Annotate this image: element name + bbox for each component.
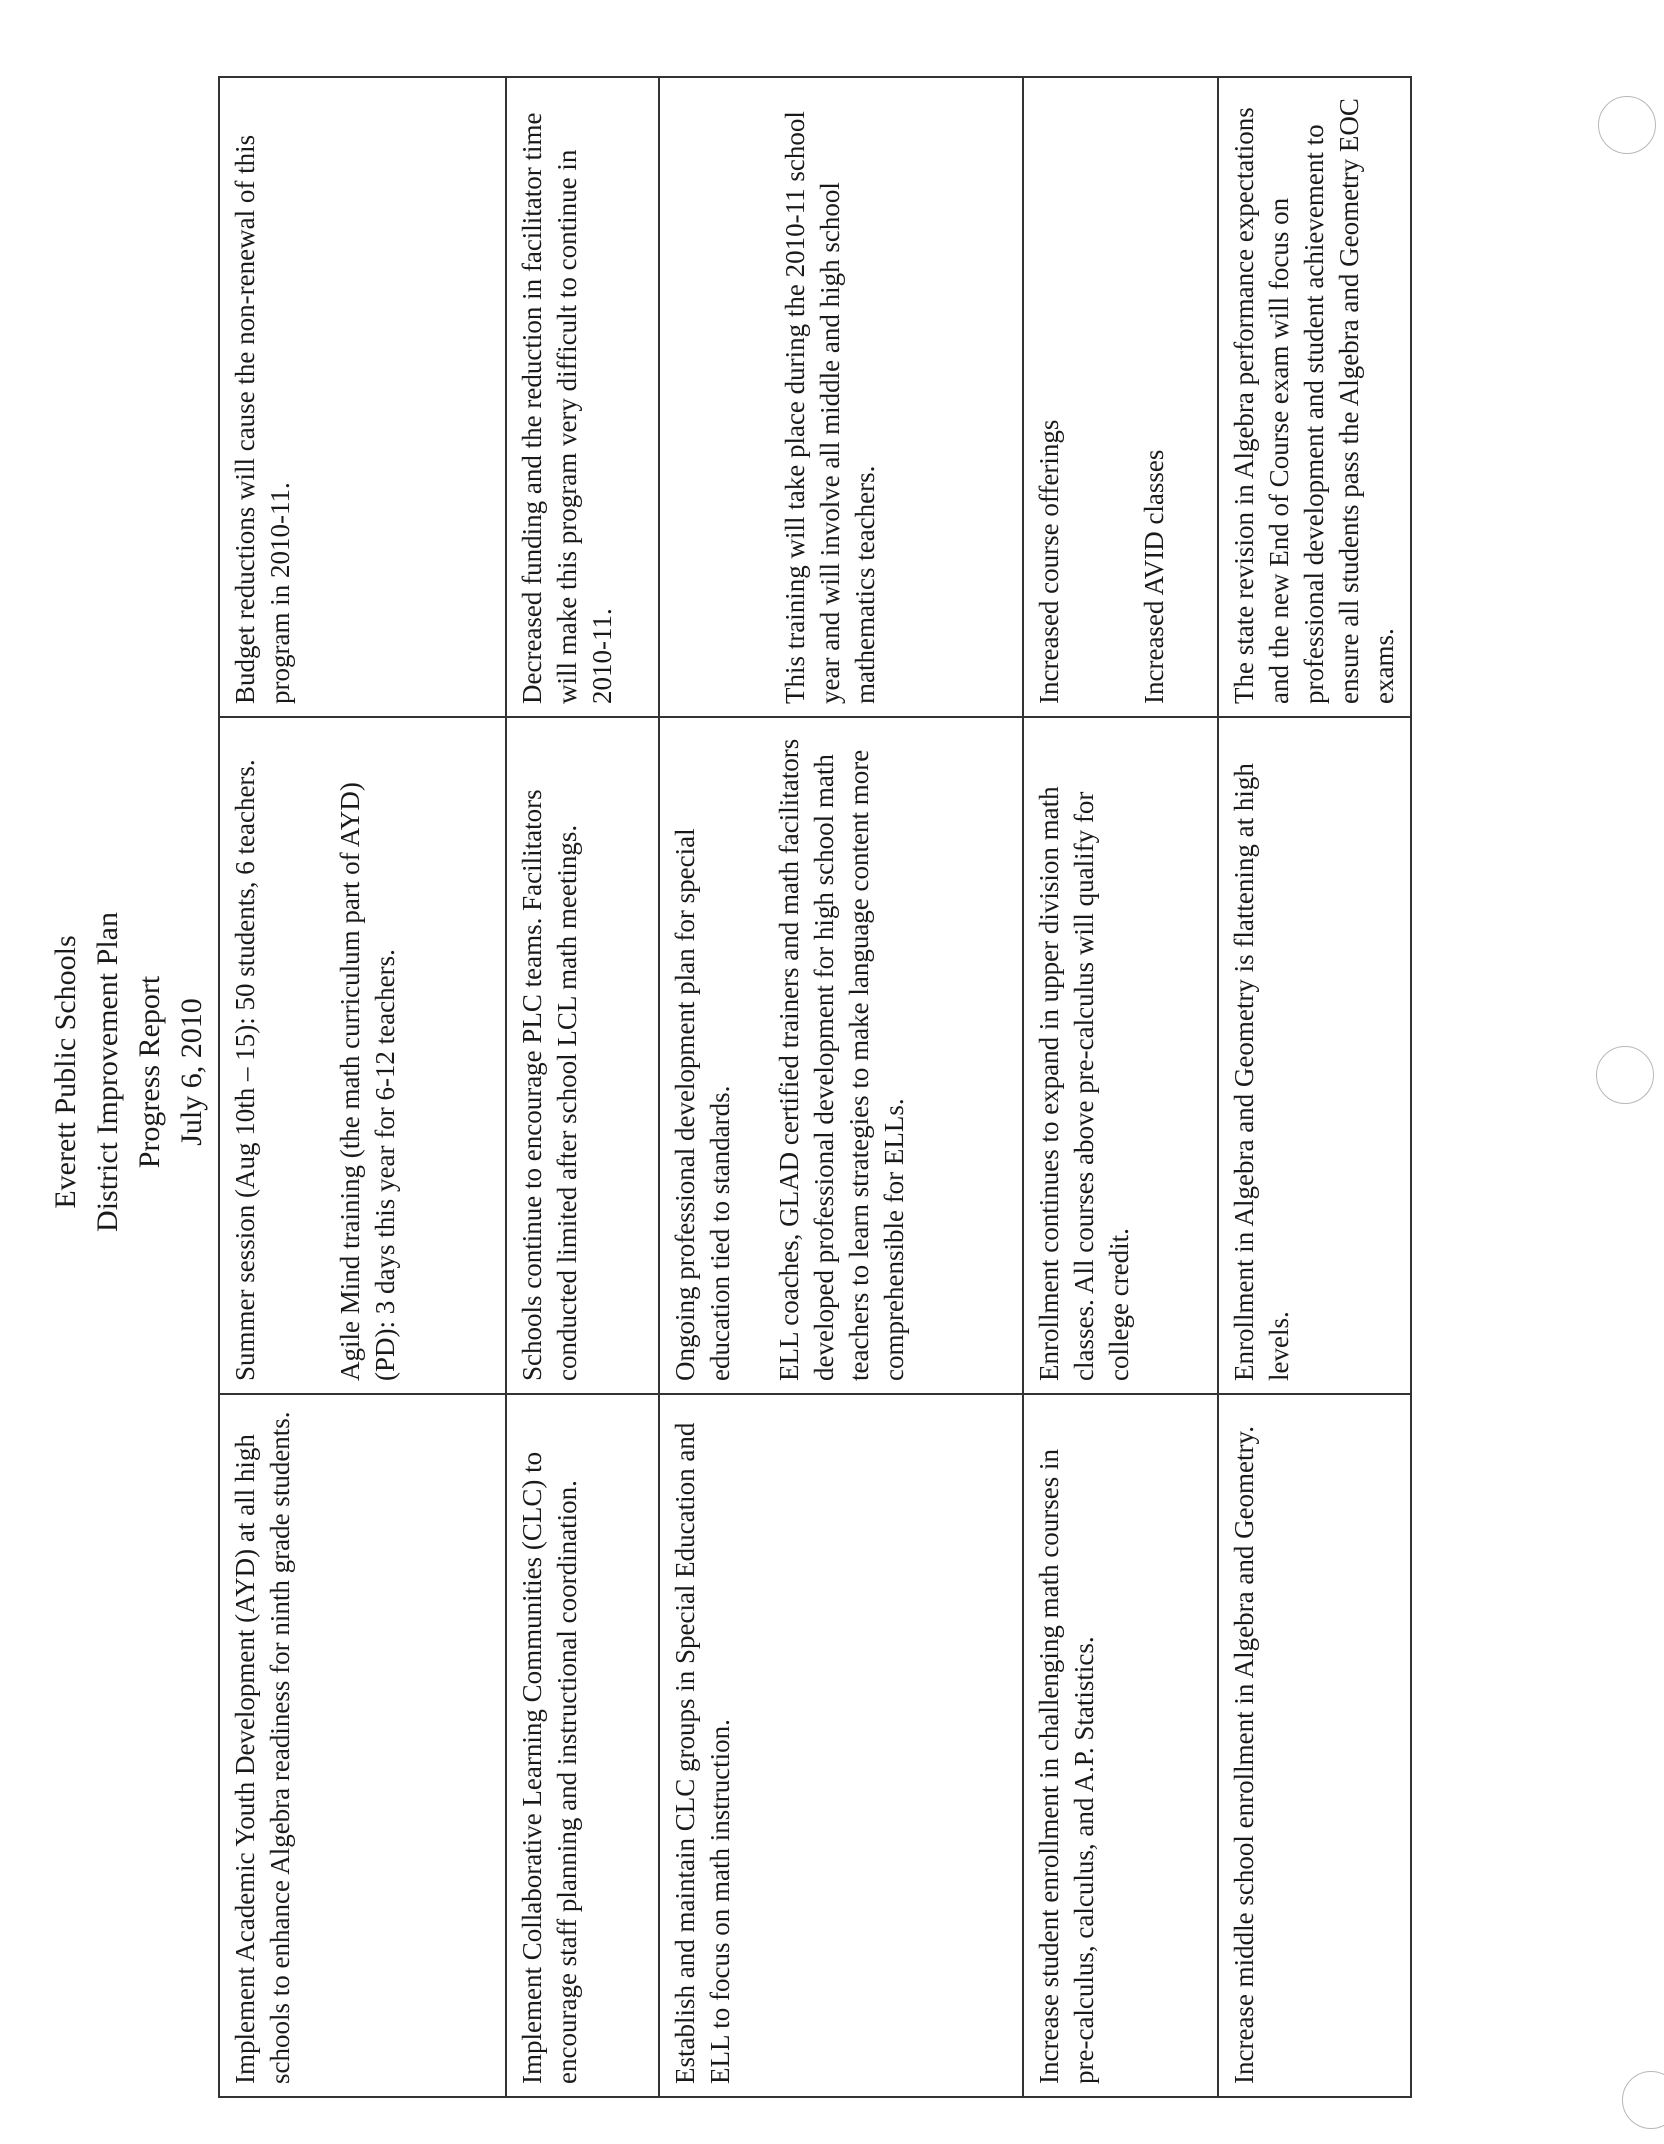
progress-cell: Ongoing professional development plan for special education tied to standards. ELL coaches, GLAD certified trainers and math facilitators developed professional development for high school math teachers to learn strategies to make language content more comprehensible for ELLs. [659, 717, 1023, 1394]
table-row [1023, 77, 1218, 2097]
progress-cell: Schools continue to encourage PLC teams. Facilitators conducted limited after school LCL math meetings. [506, 717, 659, 1394]
punch-hole [1598, 96, 1656, 154]
next-steps-cell: Decreased funding and the reduction in facilitator time will make this program very difficult to continue in 2010-11. [506, 77, 659, 717]
progress-cell: Summer session (Aug 10th – 15): 50 students, 6 teachers. Agile Mind training (the math curriculum part of AYD) (PD): 3 days this year for 6-12 teachers. [219, 717, 506, 1394]
goal-cell: Increase middle school enrollment in Algebra and Geometry. [1218, 1394, 1411, 2097]
next-steps-cell: Increased course offerings Increased AVID classes [1023, 77, 1218, 717]
progress-table [218, 76, 1412, 2098]
header-date: July 6, 2010 [175, 998, 208, 1146]
goal-cell: Increase student enrollment in challenging math courses in pre-calculus, calculus, and A.P. Statistics. [1023, 1394, 1218, 2097]
table-row [659, 77, 1023, 2097]
progress-cell: Enrollment in Algebra and Geometry is flattening at high levels. [1218, 717, 1411, 1394]
next-steps-cell: Budget reductions will cause the non-renewal of this program in 2010-11. [219, 77, 506, 717]
next-steps-cell: The state revision in Algebra performance expectations and the new End of Course exam will focus on professional development and student achievement to ensure all students pass the Algebra and Geometry EOC exams. [1218, 77, 1411, 717]
goal-cell: Implement Academic Youth Development (AYD) at all high schools to enhance Algebra readiness for ninth grade students. [219, 1394, 506, 2097]
document-header [45, 0, 213, 2144]
goal-cell: Implement Collaborative Learning Communities (CLC) to encourage staff planning and instructional coordination. [506, 1394, 659, 2097]
table-row [1218, 77, 1411, 2097]
punch-hole [1622, 2071, 1664, 2129]
table-row [219, 77, 506, 2097]
table-row [506, 77, 659, 2097]
header-plan-title: District Improvement Plan [91, 912, 124, 1232]
header-report-title: Progress Report [133, 975, 166, 1169]
goal-cell: Establish and maintain CLC groups in Special Education and ELL to focus on math instruction. [659, 1394, 1023, 2097]
next-steps-cell: This training will take place during the 2010-11 school year and will involve all middle and high school mathematics teachers. [659, 77, 1023, 717]
punch-hole [1596, 1046, 1654, 1104]
progress-cell: Enrollment continues to expand in upper division math classes. All courses above pre-calculus will qualify for college credit. [1023, 717, 1218, 1394]
header-district: Everett Public Schools [49, 935, 82, 1209]
